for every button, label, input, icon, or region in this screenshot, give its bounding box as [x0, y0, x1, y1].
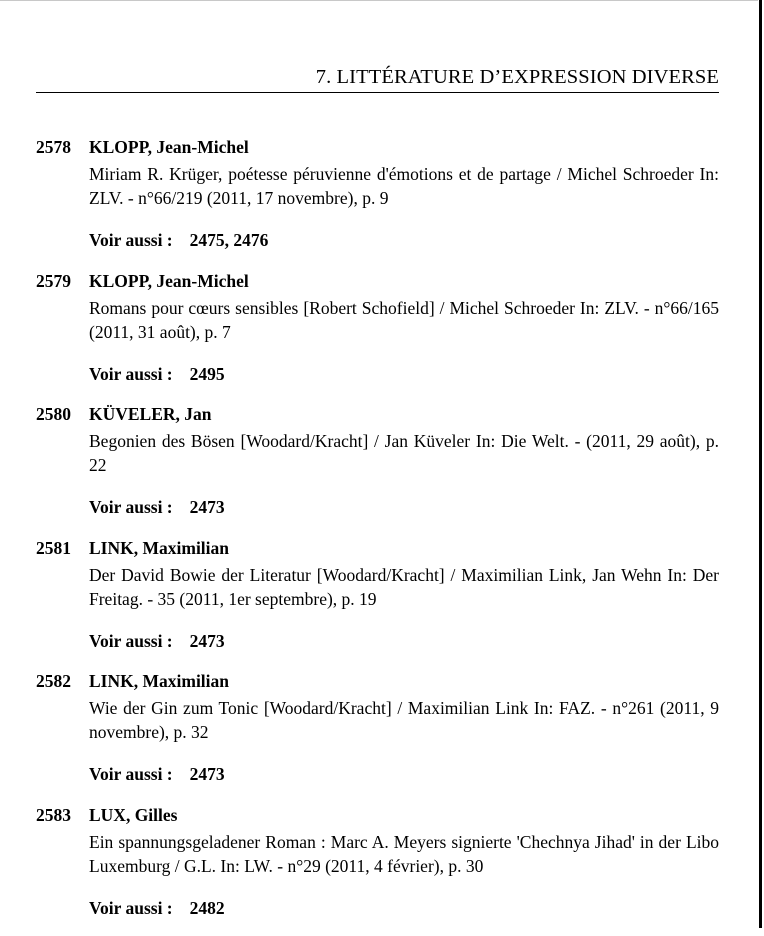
- entry-see-also: [89, 494, 225, 520]
- entry-description: Ein spannungsgeladener Roman : Marc A. Meyers signierte 'Chechnya Jihad' in der Libo Luxemburg / G.L. In: LW. - n°29 (2011, 4 février), p. 30: [89, 831, 719, 876]
- see-also-refs: 2473: [189, 497, 225, 518]
- see-also-label: Voir aussi :: [89, 764, 173, 785]
- entry-see-also: [89, 895, 225, 921]
- top-border: [0, 0, 758, 1]
- entry-number: 2582: [36, 671, 71, 692]
- entry-author: KLOPP, Jean-Michel: [89, 137, 249, 157]
- bibliography-entry: [36, 134, 719, 268]
- see-also-refs: 2495: [189, 363, 225, 384]
- entry-number: 2581: [36, 537, 71, 558]
- entry-see-also: [89, 761, 225, 787]
- entry-author: LUX, Gilles: [89, 804, 178, 825]
- bibliography-entry: [36, 401, 719, 535]
- bibliography-entry: [36, 535, 719, 669]
- bibliography-list: [36, 134, 719, 936]
- entry-number: 2578: [36, 137, 71, 157]
- see-also-refs: 2475, 2476: [189, 230, 269, 250]
- entry-see-also: [89, 361, 225, 387]
- see-also-label: Voir aussi :: [89, 897, 173, 918]
- entry-number: 2580: [36, 404, 71, 425]
- entry-description: Begonien des Bösen [Woodard/Kracht] / Jan Küveler In: Die Welt. - (2011, 29 août), p. 22: [89, 431, 719, 476]
- bibliography-entry: [36, 802, 719, 936]
- bibliography-entry: [36, 668, 719, 802]
- section-header: [36, 64, 719, 93]
- entry-author: LINK, Maximilian: [89, 537, 230, 558]
- bibliography-entry: [36, 268, 719, 402]
- entry-description: Der David Bowie der Literatur [Woodard/Kracht] / Maximilian Link, Jan Wehn In: Der Freitag. - 35 (2011, 1er septembre), p. 19: [89, 564, 719, 609]
- entry-description: Wie der Gin zum Tonic [Woodard/Kracht] / Maximilian Link In: FAZ. - n°261 (2011, 9 novembre), p. 32: [89, 698, 719, 743]
- entry-number: 2583: [36, 804, 71, 825]
- see-also-label: Voir aussi :: [89, 497, 173, 518]
- see-also-label: Voir aussi :: [89, 630, 173, 651]
- entry-description: Miriam R. Krüger, poétesse péruvienne d'émotions et de partage / Michel Schroeder In: ZLV. - n°66/219 (2011, 17 novembre), p. 9: [89, 164, 719, 208]
- see-also-refs: 2473: [189, 630, 225, 651]
- see-also-refs: 2482: [189, 897, 225, 918]
- section-title: 7. LITTÉRATURE D’EXPRESSION DIVERSE: [315, 66, 719, 88]
- entry-see-also: [89, 227, 268, 253]
- entry-see-also: [89, 628, 225, 654]
- entry-author: LINK, Maximilian: [89, 671, 230, 692]
- see-also-refs: 2473: [189, 764, 225, 785]
- entry-number: 2579: [36, 270, 71, 291]
- entry-description: Romans pour cœurs sensibles [Robert Schofield] / Michel Schroeder In: ZLV. - n°66/165 (2011, 31 août), p. 7: [89, 297, 719, 342]
- see-also-label: Voir aussi :: [89, 363, 173, 384]
- entry-author: KÜVELER, Jan: [89, 404, 212, 425]
- entry-author: KLOPP, Jean-Michel: [89, 270, 249, 291]
- right-border: [759, 0, 762, 928]
- see-also-label: Voir aussi :: [89, 230, 173, 250]
